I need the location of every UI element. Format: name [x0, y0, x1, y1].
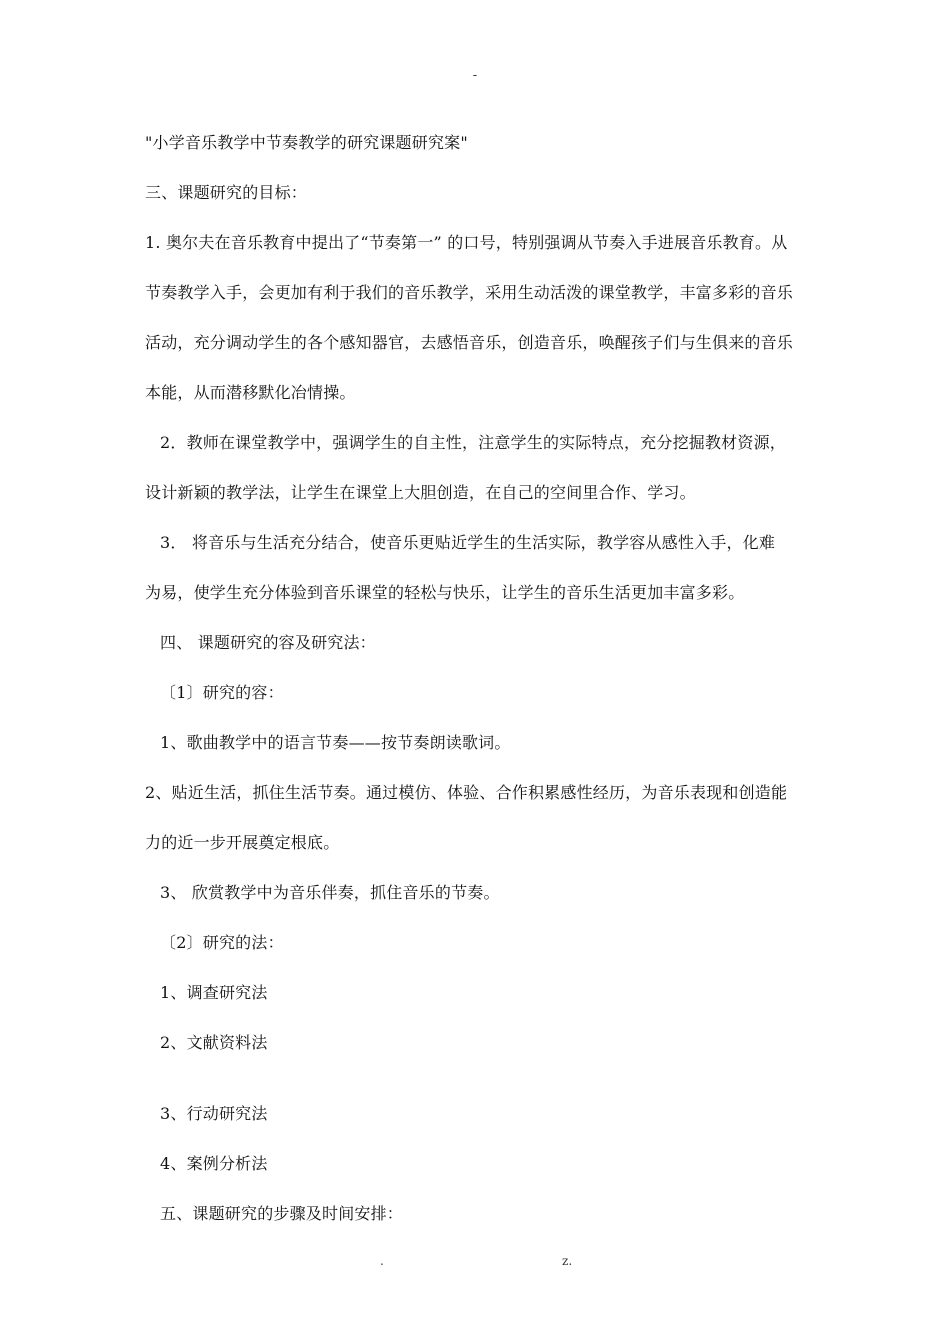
list-item: 2、贴近生活，抓住生活节奏。通过模仿、体验、合作积累感性经历，为音乐表现和创造能 [145, 783, 788, 802]
list-item: 1、歌曲教学中的语言节奏——按节奏朗读歌词。 [160, 733, 511, 752]
paragraph-line: 本能，从而潜移默化冶情操。 [145, 383, 356, 402]
paragraph-line: 节奏教学入手，会更加有利于我们的音乐教学，采用生动活泼的课堂教学，丰富多彩的音乐 [145, 283, 794, 302]
paragraph-line: 1. 奥尔夫在音乐教育中提出了“节奏第一” 的口号，特别强调从节奏入手进展音乐教育。从 [145, 233, 788, 252]
paragraph-line: 3． 将音乐与生活充分结合，使音乐更贴近学生的生活实际，教学容从感性入手，化难 [160, 533, 776, 552]
page-header-mark: - [472, 68, 478, 83]
paragraph-line: 2．教师在课堂教学中，强调学生的自主性，注意学生的实际特点，充分挖掘教材资源， [160, 433, 786, 452]
footer-left: . [380, 1254, 384, 1268]
paragraph-line: 活动，充分调动学生的各个感知器官，去感悟音乐，创造音乐，唤醒孩子们与生俱来的音乐 [145, 333, 794, 352]
list-item: 3、行动研究法 [160, 1104, 268, 1123]
section-heading-steps: 五、课题研究的步骤及时间安排： [160, 1204, 404, 1223]
section-heading-goals: 三、课题研究的目标： [145, 183, 308, 202]
subheading-content: 〔1〕研究的容： [160, 683, 284, 702]
list-item: 2、文献资料法 [160, 1033, 268, 1052]
paragraph-line: 设计新颖的教学法，让学生在课堂上大胆创造，在自己的空间里合作、学习。 [145, 483, 696, 502]
paragraph-line: 力的近一步开展奠定根底。 [145, 833, 340, 852]
document-title: "小学音乐教学中节奏教学的研究课题研究案" [145, 133, 468, 152]
list-item: 1、调查研究法 [160, 983, 268, 1002]
footer-right: z. [562, 1254, 573, 1268]
list-item: 4、案例分析法 [160, 1154, 268, 1173]
paragraph-line: 为易，使学生充分体验到音乐课堂的轻松与快乐，让学生的音乐生活更加丰富多彩。 [145, 583, 745, 602]
section-heading-content: 四、 课题研究的容及研究法： [160, 633, 376, 652]
list-item: 3、 欣赏教学中为音乐伴奏，抓住音乐的节奏。 [160, 883, 500, 902]
subheading-methods: 〔2〕研究的法： [160, 933, 284, 952]
